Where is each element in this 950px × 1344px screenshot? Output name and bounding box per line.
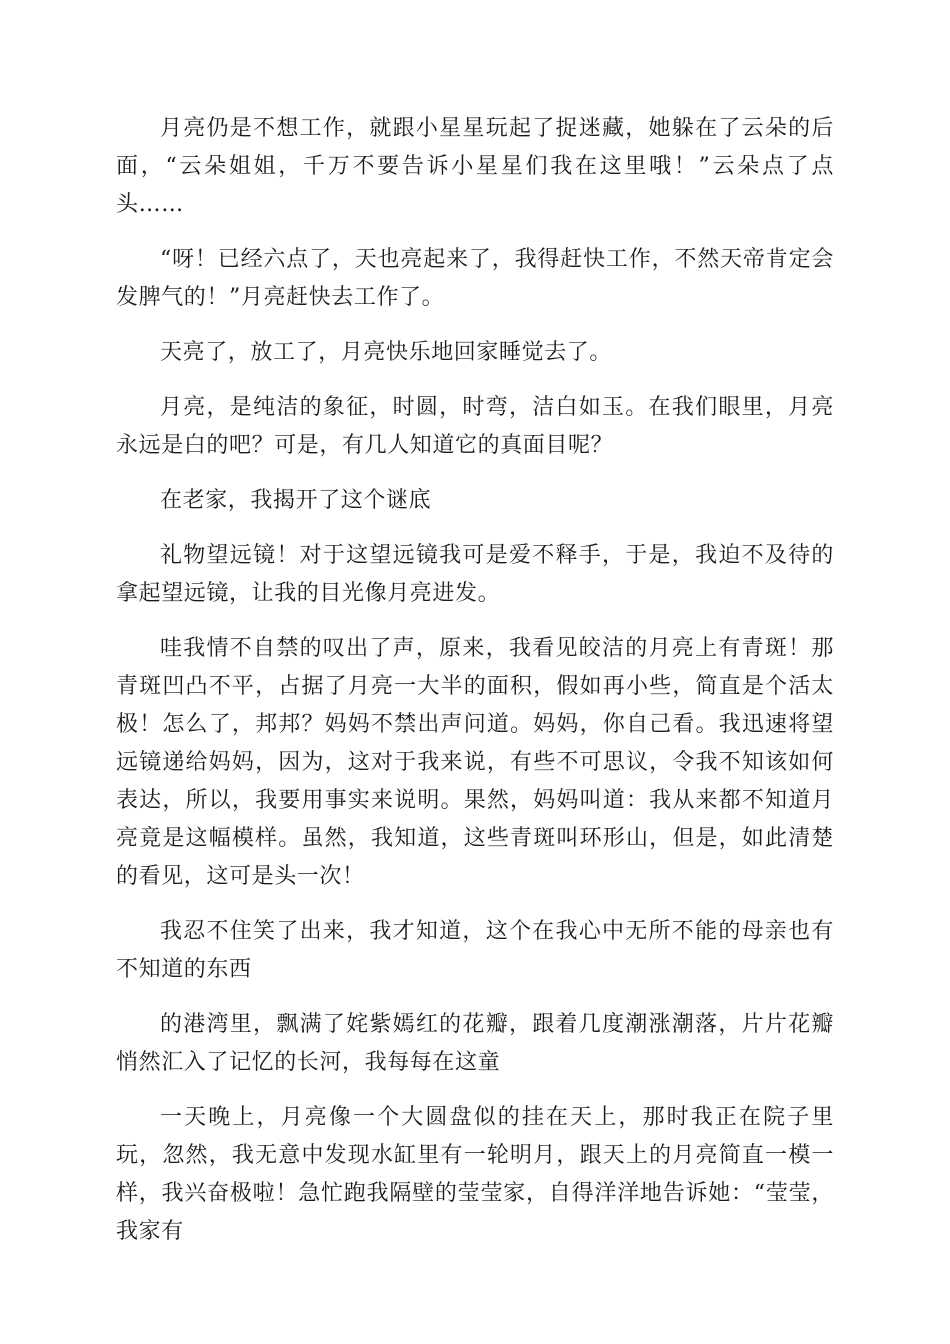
paragraph: 一天晚上，月亮像一个大圆盘似的挂在天上，那时我正在院子里玩，忽然，我无意中发现水缸里有一轮明月，跟天上的月亮简直一模一样，我兴奋极啦！急忙跑我隔壁的莹莹家，自得洋洋地告诉她：“莹莹，我家有 [116, 1105, 834, 1244]
paragraph: 在老家，我揭开了这个谜底 [160, 488, 432, 513]
paragraph: “呀！已经六点了，天也亮起来了，我得赶快工作，不然天帝肯定会发脾气的！”月亮赶快去工作了。 [116, 247, 834, 310]
paragraph: 哇我情不自禁的叹出了声，原来，我看见皎洁的月亮上有青斑！那青斑凹凸不平，占据了月亮一大半的面积，假如再小些，简直是个活太极！怎么了，邦邦？妈妈不禁出声问道。妈妈，你自己看。我迅速将望远镜递给妈妈，因为，这对于我来说，有些不可思议，令我不知该如何表达，所以，我要用事实来说明。果然，妈妈叫道：我从来都不知道月亮竟是这幅模样。虽然，我知道，这些青斑叫环形山，但是，如此清楚的看见，这可是头一次！ [116, 636, 834, 889]
paragraph: 的港湾里，飘满了姹紫嫣红的花瓣，跟着几度潮涨潮落，片片花瓣悄然汇入了记忆的长河，我每每在这童 [116, 1012, 834, 1075]
paragraph: 我忍不住笑了出来，我才知道，这个在我心中无所不能的母亲也有不知道的东西 [116, 919, 834, 982]
paragraph: 月亮，是纯洁的象征，时圆，时弯，洁白如玉。在我们眼里，月亮永远是白的吧？可是，有几人知道它的真面目呢？ [116, 395, 834, 458]
paragraph: 月亮仍是不想工作，就跟小星星玩起了捉迷藏，她躲在了云朵的后面，“云朵姐姐，千万不要告诉小星星们我在这里哦！”云朵点了点头…… [116, 116, 834, 217]
paragraph: 天亮了，放工了，月亮快乐地回家睡觉去了。 [160, 340, 613, 365]
paragraph: 礼物望远镜！对于这望远镜我可是爱不释手，于是，我迫不及待的拿起望远镜，让我的目光像月亮进发。 [116, 543, 834, 606]
body-text [116, 110, 834, 1268]
